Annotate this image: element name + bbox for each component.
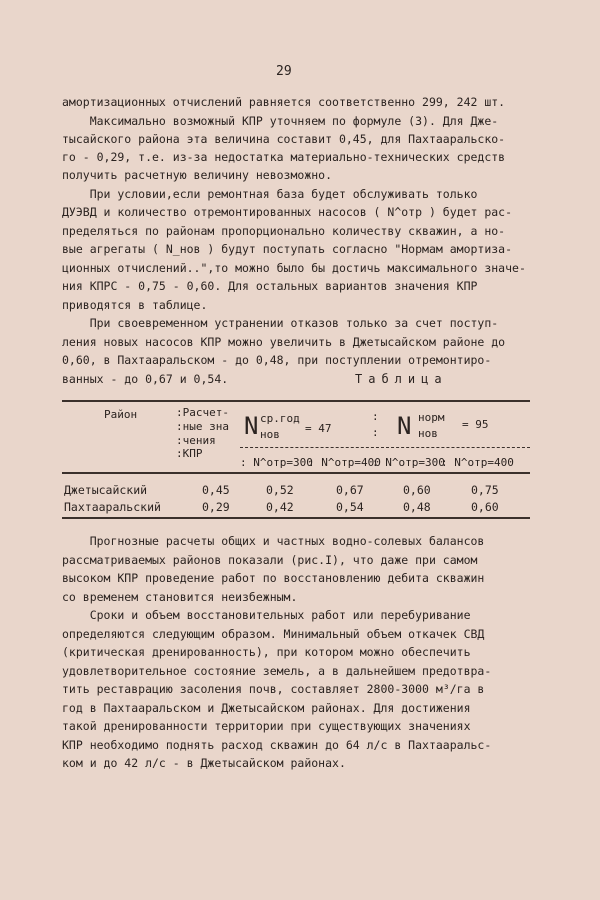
text-line: ком и до 42 л/с - в Джетысайском районах.	[62, 756, 346, 770]
text-line: тить реставрацию засоления почв, составляет 2800-3000 м³/га в	[62, 682, 485, 696]
text-line: высоком КПР проведение работ по восстановлению дебита скважин	[62, 571, 485, 585]
eq-47: = 47	[305, 422, 332, 435]
header-calc-1: :Расчет-	[176, 406, 229, 419]
row-value: 0,29	[202, 500, 230, 514]
table-bottom-rule	[62, 517, 530, 519]
row-region: Джетысайский	[64, 483, 148, 497]
n-nov2-label: нов	[418, 427, 438, 440]
text-line: со временем становится неизбежным.	[62, 590, 298, 604]
text-line: ления новых насосов КПР можно увеличить в Джетысайском районе до	[62, 335, 506, 349]
row-region: Пахтааральский	[64, 500, 161, 514]
table-header-rule	[62, 472, 530, 474]
n-symbol: N	[244, 412, 259, 440]
text-line: Прогнозные расчеты общих и частных водно-солевых балансов	[62, 534, 485, 548]
row-value: 0,48	[403, 500, 431, 514]
row-value: 0,54	[336, 500, 364, 514]
row-value: 0,75	[471, 483, 499, 497]
text-line: При условии,если ремонтная база будет обслуживать только	[62, 187, 478, 201]
text-line: Максимально возможный КПР уточняем по формуле (3). Для Дже-	[62, 114, 499, 128]
header-calc-4: :КПР	[176, 447, 203, 460]
n-sr-label: ср.год	[260, 412, 300, 425]
row-value: 0,67	[336, 483, 364, 497]
sub-header-1: : N^отр=300	[240, 456, 313, 469]
n-nov-label: нов	[260, 428, 280, 441]
sub-header-3: : N^отр=300	[372, 456, 445, 469]
text-line: такой дренированности территории при существующих значениях	[62, 719, 471, 733]
row-value: 0,42	[266, 500, 294, 514]
sub-header-4: : N^отр=400	[441, 456, 514, 469]
n-symbol-2: N	[397, 412, 412, 440]
header-sub-rule	[240, 447, 530, 448]
table-title: Таблица	[355, 372, 448, 386]
text-line: амортизационных отчислений равняется соответственно 299, 242 шт.	[62, 95, 506, 109]
header-calc-2: :ные зна	[176, 420, 229, 433]
text-line: год в Пахтааральском и Джетысайском районах. Для достижения	[62, 701, 471, 715]
row-value: 0,52	[266, 483, 294, 497]
text-line: При своевременном устранении отказов только за счет поступ-	[62, 316, 499, 330]
text-line: 0,60, в Пахтааральском - до 0,48, при поступлении отремонтиро-	[62, 353, 492, 367]
row-value: 0,60	[471, 500, 499, 514]
text-line: приводятся в таблице.	[62, 298, 208, 312]
text-line: (критическая дренированность), при котором можно обеспечить	[62, 645, 471, 659]
text-line: ванных - до 0,67 и 0,54.	[62, 372, 229, 386]
text-line: Сроки и объем восстановительных работ или перебуривание	[62, 608, 471, 622]
text-line: тысайского района эта величина составит 0,45, для Пахтааральско-	[62, 132, 506, 146]
text-line: вые агрегаты ( N_нов ) будут поступать согласно "Нормам амортиза-	[62, 242, 513, 256]
text-line: удовлетворительное состояние земель, а в дальнейшем предотвра-	[62, 664, 492, 678]
text-line: го - 0,29, т.е. из-за недостатка материально-технических средств	[62, 150, 506, 164]
colon-sep: :	[372, 426, 379, 439]
eq-95: = 95	[462, 418, 489, 431]
table-top-rule	[62, 400, 530, 402]
text-line: рассматриваемых районов показали (рис.I), что даже при самом	[62, 553, 478, 567]
header-calc-3: :чения	[176, 434, 216, 447]
text-line: пределяться по районам пропорционально количеству скважин, а но-	[62, 224, 506, 238]
page-number: 29	[276, 64, 292, 79]
text-line: ционных отчислений..",то можно было бы достичь максимального значе-	[62, 261, 526, 275]
colon-sep: :	[372, 410, 379, 423]
text-line: ния КПРС - 0,75 - 0,60. Для остальных вариантов значения КПР	[62, 279, 478, 293]
header-region: Район	[104, 408, 138, 421]
text-line: ДУЭВД и количество отремонтированных насосов ( N^отр ) будет рас-	[62, 205, 513, 219]
sub-header-2: : N^отр=400	[308, 456, 381, 469]
text-line: получить расчетную величину невозможно.	[62, 168, 333, 182]
row-value: 0,60	[403, 483, 431, 497]
row-value: 0,45	[202, 483, 230, 497]
n-norm-label: норм	[418, 411, 445, 424]
text-line: определяются следующим образом. Минимальный объем откачек СВД	[62, 627, 485, 641]
text-line: КПР необходимо поднять расход скважин до 64 л/с в Пахтааральс-	[62, 738, 492, 752]
